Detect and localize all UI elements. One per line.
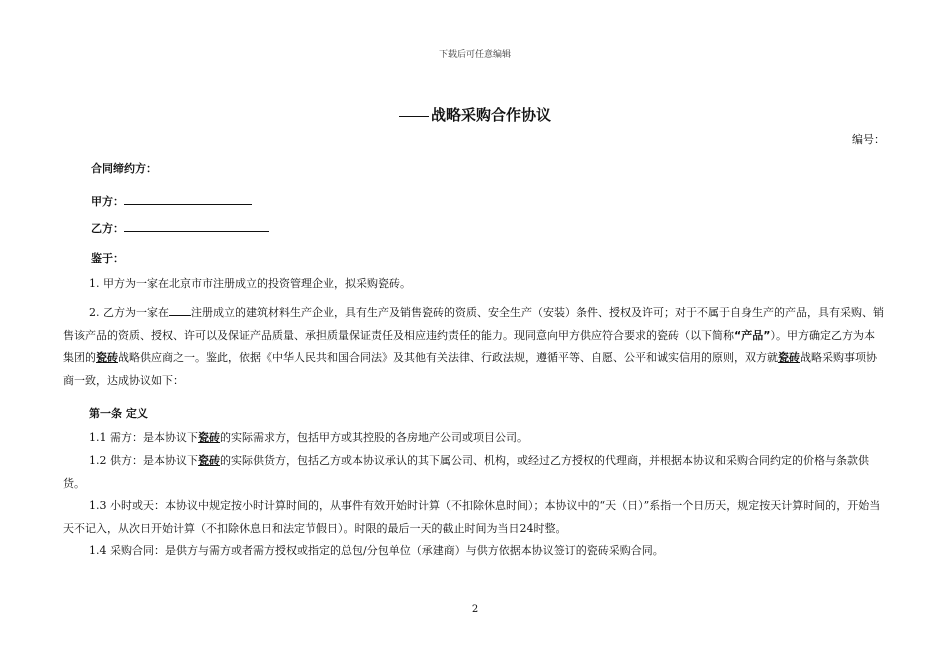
clause-1 (63, 273, 885, 296)
tile-term: 瓷砖 (198, 454, 220, 467)
clause-2-part4: 战略供应商之一。鉴此，依据《中华人民共和国合同法》及其他有关法律、行政法规，遵循平等、自愿、公平和诚实信用的原则，双方就 (118, 351, 778, 364)
tile-term: 瓷砖 (198, 431, 220, 444)
title-blank (399, 116, 429, 117)
article-1-heading: 第一条 定义 (89, 407, 148, 420)
clause-2-part1: 2. 乙方为一家在 (89, 306, 169, 319)
definition-1-3: 1.3 小时或天：本协议中规定按小时计算时间的，从事件有效开始时计算（不扣除休息时间）；本协议中的“天（日）”系指一个日历天，规定按天计算时间的，开始当天不记入，从次日开始计算（不扣除休息日和法定节假日）。时限的最后一天的截止时间为当日24时整。 (63, 499, 881, 535)
party-a-line (91, 193, 252, 209)
party-b-label: 乙方： (91, 222, 124, 235)
product-term: “产品” (734, 328, 771, 342)
tile-term: 瓷砖 (96, 351, 118, 364)
header-note: 下载后可任意编辑 (438, 50, 511, 60)
party-a-label: 甲方： (91, 195, 124, 208)
definition-1-2: 1.2 供方：是本协议下瓷砖的实际供货方，包括乙方或本协议承认的其下属公司、机构，或经过乙方授权的代理商，并根据本协议和采购合同约定的价格与条款供货。 (63, 454, 869, 490)
clause-2-part3: ）。甲方确定乙方为本集团的 (63, 328, 875, 364)
title-text: 战略采购合作协议 (430, 106, 551, 124)
clause-2 (63, 302, 885, 392)
clause-2-part5: 战略采购事项协商一致，达成协议如下： (63, 351, 877, 387)
page-number: 2 (471, 604, 479, 615)
clause-2-blank (169, 305, 191, 316)
tile-term: 瓷砖 (778, 351, 800, 364)
clause-1-text: 1. 甲方为一家在北京市市注册成立的投资管理企业，拟采购瓷砖。 (89, 277, 411, 290)
party-a-blank (124, 194, 252, 205)
party-b-line (91, 220, 269, 236)
doc-number-label: 编号： (852, 133, 885, 146)
definition-1-4: 1.4 采购合同：是供方与需方或者需方授权或指定的总包/分包单位（承建商）与供方依据本协议签订的瓷砖采购合同。 (89, 544, 664, 557)
document-title (0, 104, 950, 125)
parties-heading: 合同缔约方： (91, 162, 157, 175)
definition-1-1: 1.1 需方：是本协议下瓷砖的实际需求方，包括甲方或其控股的各房地产公司或项目公司。 (89, 431, 528, 444)
whereas-heading: 鉴于： (91, 252, 124, 265)
party-b-blank (124, 221, 269, 232)
clause-2-part2: 注册成立的建筑材料生产企业，具有生产及销售瓷砖的资质、安全生产（安装）条件、授权及许可；对于不属于自身生产的产品，具有采购、销售该产品的资质、授权、许可以及保证产品质量、承担质量保证责任及相应违约责任的能力。现同意向甲方供应符合要求的瓷砖（以下简称 (63, 306, 884, 342)
